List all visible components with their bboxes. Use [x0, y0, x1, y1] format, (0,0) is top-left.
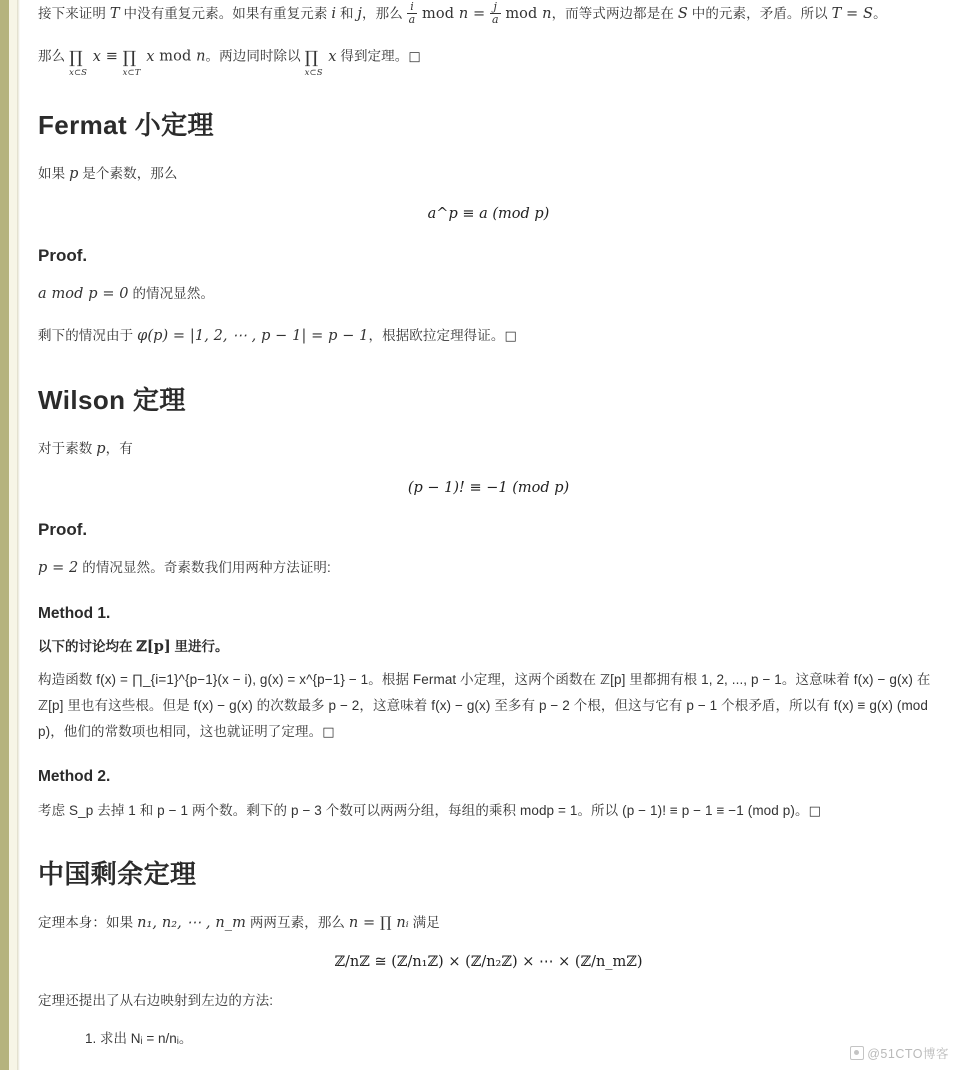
fermat-statement-pre: 如果	[38, 166, 70, 182]
intro-text-2: 中没有重复元素。如果有重复元素	[119, 6, 332, 21]
fermat-proof-math-2: φ(p) = |1, 2, ⋯ , p − 1| = p − 1	[137, 327, 369, 344]
method-1-body-text: 构造函数 f(x) = ∏_{i=1}^{p−1}(x − i), g(x) = x^{p−1} − 1。根据 Fermat 小定理，这两个函数在 ℤ[p] 里都拥有根 1, 2, ..., p − 1。这意味着 f(x) − g(x) 在 ℤ[p] 里也有这些根。但是 f(x) − g(x) 的次数最多 p − 2，这意味着 f(x) − g(x) 至多有 p − 2 个根，但这与它有 p − 1 个根矛盾，所以有 f(x) ≡ g(x) (mod p)，他们的常数项也相同，这也就证明了定理。	[38, 671, 931, 740]
intro2-text-1: 那么	[38, 48, 70, 64]
watermark-text: @51CTO博客	[867, 1047, 949, 1061]
math-i: i	[331, 6, 337, 22]
qed-symbol-1: □	[408, 49, 421, 65]
math-p-wilson: p	[96, 441, 106, 458]
method-2-body	[38, 798, 939, 824]
fraction-j-over-a: $\frac{j}{a}$	[491, 0, 499, 26]
intro-text-and: 和	[336, 6, 358, 21]
heading-crt: 中国剩余定理	[38, 859, 197, 890]
watermark	[850, 1044, 949, 1062]
crt-statement-mid: 两两互素，那么	[245, 915, 349, 931]
heading-wilson-proof: Proof.	[38, 520, 88, 540]
wilson-statement-post: ，有	[105, 441, 133, 457]
page-edge-cream-bar	[9, 0, 17, 1070]
crt-method-intro: 定理还提出了从右边映射到左边的方法:	[38, 993, 274, 1009]
intro-text-4: ，而等式两边都是在	[551, 6, 678, 21]
math-n-1: n	[458, 6, 469, 22]
math-n-3: n	[196, 48, 206, 65]
math-j: j	[357, 6, 363, 22]
qed-symbol-2: □	[504, 328, 517, 344]
intro-text-1: 接下来证明	[38, 6, 110, 21]
math-mod-2: mod	[500, 6, 543, 22]
fraction-i-over-a: $\frac{i}{a}$	[408, 0, 416, 26]
crt-steps-list	[38, 1025, 939, 1052]
method-1-body	[38, 667, 939, 746]
wilson-statement-pre: 对于素数	[38, 441, 97, 457]
document-body	[20, 0, 959, 1070]
method-1-note-post: 里进行。	[170, 638, 229, 654]
intro2-text-3: 得到定理。	[336, 48, 409, 64]
fermat-proof-line-1	[38, 280, 939, 308]
fermat-statement	[38, 160, 939, 188]
fermat-proof-pre-2: 剩下的情况由于	[38, 327, 138, 343]
product-operator-2: ∏ x⊂T	[122, 48, 141, 78]
wilson-proof-line	[38, 554, 939, 582]
fermat-proof-text-1: 的情况显然。	[128, 285, 215, 301]
heading-method-1: Method 1.	[38, 604, 111, 622]
heading-wilson: Wilson 定理	[38, 385, 186, 416]
crt-statement-pre: 定理本身：如果	[38, 915, 138, 931]
wilson-proof-text: 的情况显然。奇素数我们用两种方法证明:	[78, 560, 331, 576]
heading-method-2: Method 2.	[38, 767, 111, 785]
heading-fermat: Fermat 小定理	[38, 110, 214, 141]
fermat-proof-post-2: ，根据欧拉定理得证。	[368, 327, 505, 343]
crt-statement	[38, 909, 939, 937]
wilson-statement	[38, 435, 939, 463]
math-x-3: x	[328, 48, 337, 65]
math-T-equals-S: T = S	[831, 6, 874, 22]
intro-text-5: 中的元素，矛盾。所以	[687, 6, 832, 21]
method-1-note-math: ℤ[p]	[136, 637, 171, 655]
crt-statement-math-2: n = ∏ nᵢ	[348, 915, 409, 932]
qed-symbol-4: □	[808, 803, 821, 819]
math-equiv: ≡	[100, 48, 123, 65]
wilson-display-equation	[38, 479, 939, 496]
intro-text-6: 。	[873, 6, 887, 21]
math-n-2: n	[542, 6, 552, 22]
qed-symbol-3: □	[322, 725, 335, 741]
fermat-display-equation	[38, 205, 939, 222]
math-x-2: x	[146, 48, 155, 65]
fermat-proof-line-2	[38, 322, 939, 350]
watermark-icon	[850, 1046, 864, 1060]
intro-text-3: ，那么	[362, 6, 407, 21]
math-mod-3: mod	[154, 48, 197, 65]
intro2-text-2: 。两边同时除以	[205, 48, 305, 64]
wilson-proof-math: p = 2	[38, 560, 79, 577]
method-1-note	[38, 635, 939, 655]
crt-display-equation	[38, 953, 939, 970]
product-operator-3: ∏ x⊂S	[304, 48, 323, 78]
intro-paragraph-1	[38, 0, 939, 28]
math-p-fermat: p	[69, 166, 79, 183]
crt-statement-math-1: n₁, n₂, ⋯ , n_m	[137, 915, 246, 932]
math-mod-1: mod	[417, 6, 459, 22]
wilson-equation-text: (p − 1)! ≡ −1 (mod p)	[407, 480, 570, 497]
product-operator-1: ∏ x⊂S	[69, 48, 88, 78]
crt-equation-text: ℤ/nℤ ≅ (ℤ/n₁ℤ) × (ℤ/n₂ℤ) × ⋯ × (ℤ/n_mℤ)	[334, 954, 643, 971]
math-x-1: x	[92, 48, 101, 65]
math-T: T	[109, 6, 120, 22]
fermat-equation-text: a^p ≡ a (mod p)	[427, 205, 550, 222]
math-S: S	[677, 6, 688, 22]
list-item: 1. 求出 Nᵢ = n/nᵢ。	[100, 1025, 939, 1052]
heading-fermat-proof: Proof.	[38, 245, 88, 265]
method-1-note-pre: 以下的讨论均在	[38, 638, 137, 654]
fermat-statement-post: 是个素数，那么	[78, 166, 178, 182]
math-equals: =	[468, 6, 490, 22]
method-2-body-text: 考虑 S_p 去掉 1 和 p − 1 两个数。剩下的 p − 3 个数可以两两分组，每组的乘积 modp = 1。所以 (p − 1)! ≡ p − 1 ≡ −1 (mod p)。	[38, 802, 809, 818]
intro-paragraph-2	[38, 42, 939, 78]
crt-statement-post: 满足	[408, 915, 440, 931]
page-edge-olive-bar	[0, 0, 9, 1070]
fermat-proof-math-1: a mod p = 0	[38, 285, 129, 302]
